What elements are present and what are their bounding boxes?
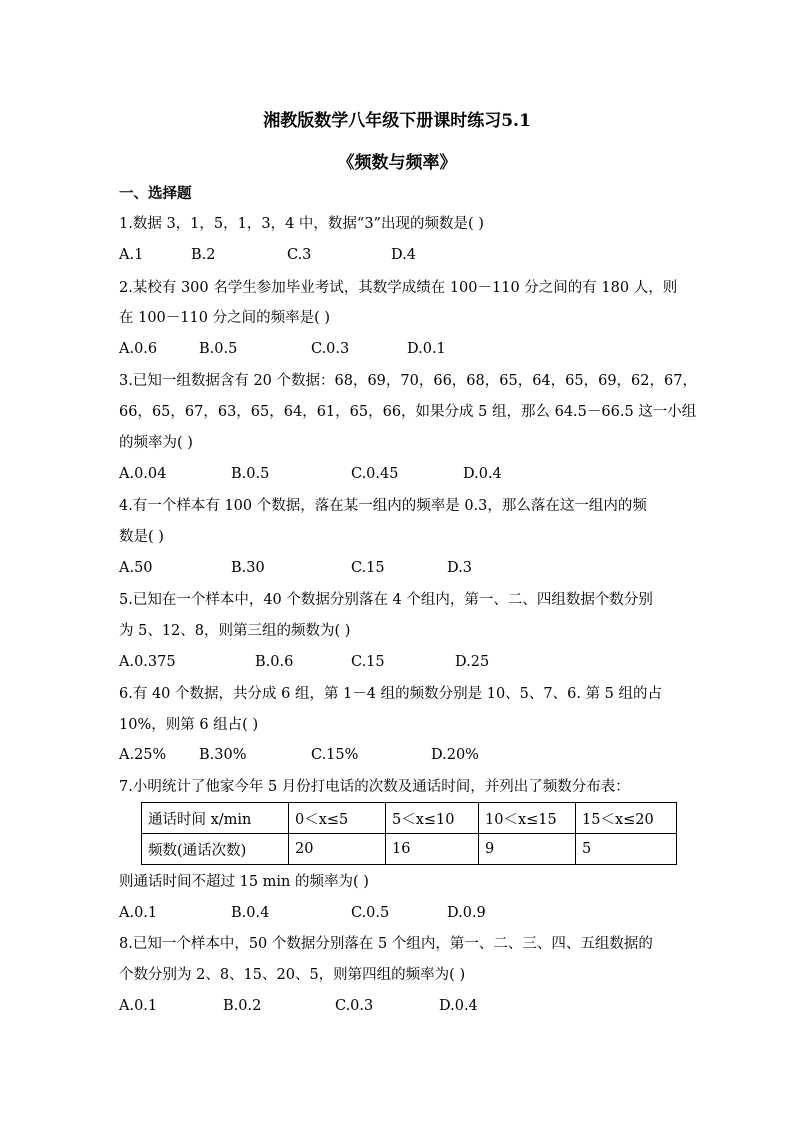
- page-title: 湘教版数学八年级下册课时练习5.1: [263, 111, 531, 131]
- q2-option-c: C.0.3: [311, 341, 350, 357]
- question-3-line-1: 3.已知一组数据含有 20 个数据：68，69，70，66，68，65，64，65，69，62，67，: [119, 373, 697, 389]
- q1-option-a: A.1: [119, 247, 144, 263]
- question-6-line-2: 10%，则第 6 组占( ): [119, 717, 259, 733]
- table-cell: 频数(通话次数): [142, 834, 289, 865]
- q8-option-a: A.0.1: [119, 998, 158, 1014]
- table-header-cell: 0＜x≤5: [289, 803, 386, 834]
- q7-option-c: C.0.5: [351, 905, 390, 921]
- q3-option-b: B.0.5: [231, 466, 270, 482]
- table-cell: 16: [386, 834, 479, 865]
- q5-option-c: C.15: [351, 654, 385, 670]
- question-5-line-2: 为 5、12、8，则第三组的频数为( ): [119, 623, 351, 639]
- table-header-cell: 通话时间 x/min: [142, 803, 289, 834]
- q6-option-c: C.15%: [311, 747, 359, 763]
- question-4-line-1: 4.有一个样本有 100 个数据，落在某一组内的频率是 0.3，那么落在这一组内的频: [119, 498, 647, 514]
- q8-option-b: B.0.2: [223, 998, 262, 1014]
- q7-option-a: A.0.1: [119, 905, 158, 921]
- table-cell: 20: [289, 834, 386, 865]
- q4-option-a: A.50: [119, 560, 153, 576]
- question-3-line-2: 66，65，67，63，65，64，61，65，66，如果分成 5 组，那么 64.5－66.5 这一小组: [119, 404, 697, 420]
- q6-option-d: D.20%: [431, 747, 479, 763]
- q5-option-b: B.0.6: [255, 654, 294, 670]
- question-3-line-3: 的频率为( ): [119, 435, 193, 451]
- section-heading: 一、选择题: [119, 185, 192, 202]
- q3-option-a: A.0.04: [119, 466, 167, 482]
- question-8-line-1: 8.已知一个样本中，50 个数据分别落在 5 个组内，第一、二、三、四、五组数据的: [119, 936, 653, 952]
- q4-option-b: B.30: [231, 560, 265, 576]
- question-2-line-1: 2.某校有 300 名学生参加毕业考试，其数学成绩在 100－110 分之间的有 180 人，则: [119, 280, 678, 296]
- q8-option-c: C.0.3: [335, 998, 374, 1014]
- q2-option-a: A.0.6: [119, 341, 158, 357]
- q1-option-b: B.2: [191, 247, 216, 263]
- frequency-table: [141, 802, 677, 865]
- q2-option-b: B.0.5: [199, 341, 238, 357]
- q1-option-d: D.4: [391, 247, 416, 263]
- q5-option-d: D.25: [455, 654, 490, 670]
- question-6-line-1: 6.有 40 个数据，共分成 6 组，第 1－4 组的频数分别是 10、5、7、6. 第 5 组的占: [119, 686, 663, 702]
- q6-option-b: B.30%: [199, 747, 247, 763]
- q3-option-d: D.0.4: [463, 466, 502, 482]
- question-1-text: 1.数据 3，1，5，1，3，4 中，数据“3”出现的频数是( ): [119, 216, 484, 232]
- q4-option-c: C.15: [351, 560, 385, 576]
- question-4-line-2: 数是( ): [119, 529, 164, 545]
- question-2-line-2: 在 100－110 分之间的频率是( ): [119, 310, 330, 326]
- table-cell: 5: [576, 834, 677, 865]
- q7-option-b: B.0.4: [231, 905, 270, 921]
- q1-option-c: C.3: [287, 247, 312, 263]
- table-header-cell: 10＜x≤15: [479, 803, 576, 834]
- table-header-cell: 5＜x≤10: [386, 803, 479, 834]
- q3-option-c: C.0.45: [351, 466, 399, 482]
- q6-option-a: A.25%: [119, 747, 167, 763]
- q2-option-d: D.0.1: [407, 341, 446, 357]
- page-subtitle: 《频数与频率》: [337, 153, 457, 173]
- q7-option-d: D.0.9: [447, 905, 486, 921]
- table-cell: 9: [479, 834, 576, 865]
- question-7-followup: 则通话时间不超过 15 min 的频率为( ): [119, 874, 369, 890]
- table-header-row: [142, 803, 677, 834]
- table-row: [142, 834, 677, 865]
- q5-option-a: A.0.375: [119, 654, 176, 670]
- q8-option-d: D.0.4: [439, 998, 478, 1014]
- q4-option-d: D.3: [447, 560, 472, 576]
- table-header-cell: 15＜x≤20: [576, 803, 677, 834]
- question-7-text: 7.小明统计了他家今年 5 月份打电话的次数及通话时间，并列出了频数分布表：: [119, 779, 630, 795]
- question-8-line-2: 个数分别为 2、8、15、20、5，则第四组的频率为( ): [119, 967, 466, 983]
- question-5-line-1: 5.已知在一个样本中，40 个数据分别落在 4 个组内，第一、二、四组数据个数分别: [119, 592, 653, 608]
